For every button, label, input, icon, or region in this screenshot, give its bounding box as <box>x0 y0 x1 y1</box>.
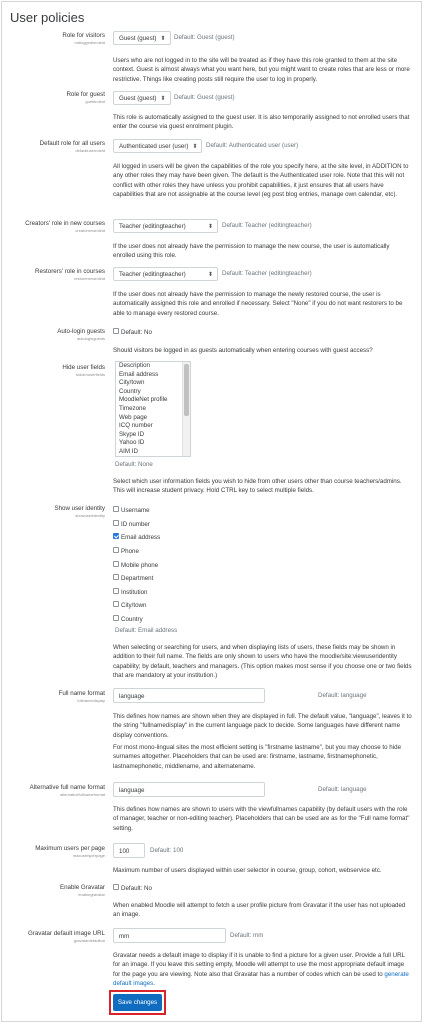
label-role-guest: Role for guest guestroleid <box>66 91 105 104</box>
label-alt-fullname: Alternative full name format alternativefullnameformat <box>29 784 105 797</box>
checkbox-box[interactable] <box>113 547 119 553</box>
checkbox-identity[interactable] <box>113 520 150 529</box>
checkbox-label: Country <box>121 616 143 623</box>
label-fullname: Full name format fullnamedisplay <box>58 690 105 703</box>
scrollbar-thumb[interactable] <box>184 364 189 416</box>
checkbox-box[interactable] <box>113 574 119 580</box>
label-creators-role: Creators' role in new courses creatornewroleid <box>25 220 105 233</box>
desc-max-users: Maximum number of users displayed within user selector in course, group, cohort, webservice etc. <box>113 867 382 874</box>
select-creators-role[interactable]: Teacher (editingteacher) ⬍ <box>113 219 218 233</box>
caret-icon: ⬍ <box>207 272 213 278</box>
input-alt-fullname[interactable]: language <box>113 782 265 797</box>
listbox-option[interactable]: MoodleNet profile <box>119 396 168 404</box>
select-role-guest[interactable]: Guest (guest) ⬍ <box>113 91 171 105</box>
checkbox-identity[interactable] <box>113 533 160 542</box>
listbox-option[interactable]: Web page <box>119 413 148 421</box>
listbox-scrollbar[interactable] <box>182 362 190 456</box>
checkbox-label: Institution <box>121 589 148 596</box>
listbox-option[interactable]: ICQ number <box>119 422 153 430</box>
default-gravatar-url: Default: mm <box>230 932 264 939</box>
listbox-option[interactable]: Email address <box>119 370 159 378</box>
desc-gravatar: When enabled Moodle will attempt to fetch a user profile picture from Gravatar if the user has not uploaded an image. <box>113 902 406 919</box>
listbox-option[interactable]: Skype ID <box>119 430 145 438</box>
checkbox-box[interactable] <box>113 520 119 526</box>
checkbox-box[interactable] <box>113 506 119 512</box>
save-highlight <box>109 990 166 1015</box>
desc-role-visitors: Users who are not logged in to the site will be treated as if they have this role granted to them at the site context. Guest is almost always what you want here, but you might want to create roles that are less or more restrictive. Things like creating posts still require the user to log in properly. <box>113 57 410 83</box>
listbox-option[interactable]: City/town <box>119 379 145 387</box>
listbox-option[interactable]: Country <box>119 387 141 395</box>
label-max-users: Maximum users per page maxusersperpage <box>35 845 105 858</box>
select-default-role[interactable]: Authenticated user (user) ⬍ <box>113 139 202 153</box>
input-max-users[interactable]: 100 <box>113 843 145 858</box>
default-restorers-role: Default: Teacher (editingteacher) <box>222 270 312 277</box>
listbox-option[interactable]: AIM ID <box>119 447 138 455</box>
desc-alt-fullname: This defines how names are shown to users with the viewfullnames capability (by default users with the role of manager, teacher or non-editing teacher). Placeholders that can be used are as for the "Full name format" setting. <box>113 806 410 832</box>
desc-autologin: Should visitors be logged in as guests automatically when entering courses with guest access? <box>113 347 373 354</box>
checkbox-identity[interactable] <box>113 547 139 556</box>
desc-fullname-2: For most mono-lingual sites the most efficient setting is "firstname lastname", but you may choose to hide surnames altogether. Placeholders that can be used are: firstname, lastname, firstnamephonetic, lastnamephonetic, middlename, and alternatename. <box>113 744 402 770</box>
checkbox-identity[interactable] <box>113 574 153 583</box>
desc-fullname-1: This defines how names are shown when they are displayed in full. The default value, "language", leaves it to the string "fullnamedisplay" in the current language pack to decide. Some languages have different name display conventions. <box>113 713 412 739</box>
checkbox-label: Phone <box>121 548 139 555</box>
listbox-option[interactable]: Timezone <box>119 404 146 412</box>
checkbox-label: Username <box>121 507 150 514</box>
checkbox-identity[interactable] <box>113 615 143 624</box>
desc-hide-fields: Select which user information fields you wish to hide from other users other than course teachers/admins. This will increase student privacy. Hold CTRL key to select multiple fields. <box>113 478 402 495</box>
desc-restorers-role: If the user does not already have the permission to manage the newly restored course, the user is automatically assigned this role and enrolled if necessary. Select "None" if you do not want restorers to be able to manage every restored course. <box>113 291 403 317</box>
generate-default-images-link[interactable]: generate default images <box>113 970 409 987</box>
select-role-visitors[interactable]: Guest (guest) ⬍ <box>113 31 171 45</box>
default-default-role: Default: Authenticated user (user) <box>206 142 299 149</box>
checkbox-identity[interactable] <box>113 561 158 570</box>
caret-icon: ⬍ <box>192 144 198 150</box>
checkbox-box[interactable] <box>113 328 119 334</box>
listbox-options <box>116 362 190 457</box>
desc-role-guest: This role is automatically assigned to the guest user. It is also temporarily assigned to not enrolled users that enter the course via guest enrolment plugin. <box>113 114 410 131</box>
desc-default-role: All logged in users will be given the capabilities of the role you specify here, at the site level, in ADDITION to any other roles they may have been given. The default is the Authenticated user role. Note that this will not conflict with other roles they have unless you prohibit capabilities, it just ensures that all users have capabilities that are not assignable at the course level (eg post blog entries, manage own calendar, etc). <box>113 163 409 198</box>
checkbox-label: Mobile phone <box>121 562 159 569</box>
desc-creators-role: If the user does not already have the permission to manage the new course, the user is automatically enrolled using this role. <box>113 243 390 260</box>
checkbox-label: City/town <box>121 602 147 609</box>
input-fullname[interactable]: language <box>113 688 265 703</box>
label-role-visitors: Role for visitors notloggedinroleid <box>62 32 105 45</box>
label-hide-fields: Hide user fields hiddenuserfields <box>62 364 105 377</box>
label-autologin: Auto-login guests autologinguests <box>57 328 105 341</box>
listbox-option[interactable]: Yahoo ID <box>119 439 145 447</box>
checkbox-box[interactable] <box>113 601 119 607</box>
checkbox-box[interactable] <box>113 561 119 567</box>
default-creators-role: Default: Teacher (editingteacher) <box>222 222 312 229</box>
label-gravatar-url: Gravatar default image URL gravatardefaulturl <box>27 930 105 943</box>
select-restorers-role[interactable]: Teacher (editingteacher) ⬍ <box>113 267 218 281</box>
checkbox-box[interactable] <box>113 884 119 890</box>
listbox-hide-fields[interactable] <box>115 361 191 457</box>
default-role-visitors: Default: Guest (guest) <box>174 34 235 41</box>
checkbox-identity[interactable] <box>113 601 146 610</box>
label-show-identity: Show user identity showuseridentity <box>54 505 105 518</box>
caret-icon: ⬍ <box>160 96 166 102</box>
checkbox-label: ID number <box>121 521 150 528</box>
caret-icon: ⬍ <box>160 36 166 42</box>
checkbox-box[interactable] <box>113 588 119 594</box>
default-show-identity: Default: Email address <box>115 627 178 634</box>
default-role-guest: Default: Guest (guest) <box>174 94 235 101</box>
page-title: User policies <box>10 10 85 25</box>
checkbox-box[interactable] <box>113 615 119 621</box>
label-gravatar: Enable Gravatar enablegravatar <box>59 884 105 897</box>
label-restorers-role: Restorers' role in courses restorernewroleid <box>35 268 105 281</box>
checkbox-identity[interactable] <box>113 506 150 515</box>
checkbox-label: Department <box>121 575 154 582</box>
default-max-users: Default: 100 <box>150 847 184 854</box>
checkbox-gravatar[interactable]: Default: No <box>113 884 152 893</box>
checkbox-identity[interactable] <box>113 588 147 597</box>
checkbox-autologin[interactable]: Default: No <box>113 328 152 337</box>
default-alt-fullname: Default: language <box>318 786 367 793</box>
default-fullname: Default: language <box>318 692 367 699</box>
label-default-role: Default role for all users defaultuserroleid <box>39 140 105 153</box>
desc-show-identity: When selecting or searching for users, and when displaying lists of users, these fields may be shown in addition to their full name. The fields are only shown to users who have the moodle/site:viewuseridentity capability; by default, teachers and managers. (This option makes most sense if you choose one or two fields that are mandatory at your institution.) <box>113 644 412 679</box>
default-hide-fields: Default: None <box>115 461 153 468</box>
checkbox-box[interactable] <box>113 533 119 539</box>
save-changes-button[interactable]: Save changes <box>113 994 162 1011</box>
caret-icon: ⬍ <box>207 224 213 230</box>
input-gravatar-url[interactable]: mm <box>113 928 226 943</box>
checkbox-label: Email address <box>121 534 161 541</box>
listbox-option[interactable]: Description <box>119 362 150 369</box>
desc-gravatar-url: Gravatar needs a default image to display if it is unable to find a picture for a given user. Provide a full URL for an image. If you leave this setting empty, Moodle will attempt to use the most appropriate default image for the page you are viewing. Note also that Gravatar has a number of codes which can be used to generate default images. <box>113 952 409 987</box>
